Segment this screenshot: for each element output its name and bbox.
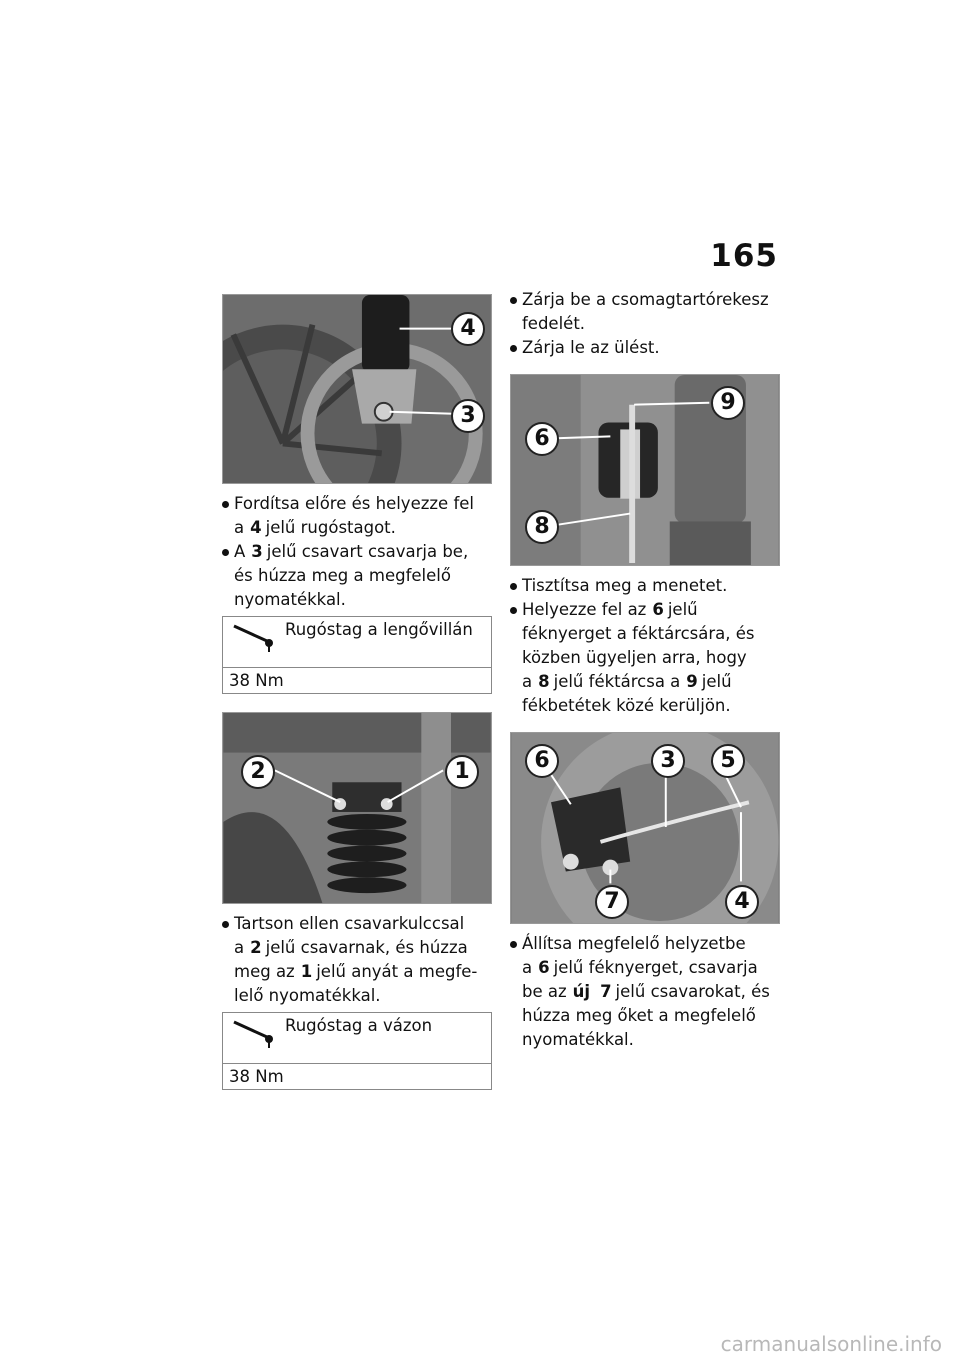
callout-3: 3: [651, 744, 685, 778]
photo-illustration: [223, 713, 491, 903]
right-column: [510, 288, 780, 1052]
torque-spec-2: [222, 1012, 492, 1090]
photo-shock-lower-mount: [222, 294, 492, 484]
list-item: Állítsa megfelelő helyzetbe a 6 jelű féknyerget, csavarja be az új 7 jelű csavarokat, és húzza meg őket a megfelelő nyomatékkal.: [510, 932, 780, 1052]
list-item: Zárja le az ülést.: [510, 336, 780, 360]
torque-wrench-icon: [231, 1015, 277, 1049]
list-item: Fordítsa előre és helyezze fel a 4 jelű rugóstagot.: [222, 492, 492, 540]
callout-7: 7: [595, 885, 629, 919]
callout-2: 2: [241, 755, 275, 789]
photo-shock-upper-mount: [222, 712, 492, 904]
step-list-0: [510, 288, 780, 360]
step-list-2: [222, 912, 492, 1008]
callout-8: 8: [525, 510, 559, 544]
step-list-3: [510, 574, 780, 718]
callout-5: 5: [711, 744, 745, 778]
callout-6: 6: [525, 744, 559, 778]
list-item: Zárja be a csomagtartórekesz fedelét.: [510, 288, 780, 336]
torque-spec-1: [222, 616, 492, 694]
callout-6: 6: [525, 422, 559, 456]
torque-value: 38 Nm: [229, 671, 284, 690]
callout-4: 4: [725, 885, 759, 919]
callout-1: 1: [445, 755, 479, 789]
torque-label: Rugóstag a lengővillán: [285, 620, 473, 639]
list-item: Tisztítsa meg a menetet.: [510, 574, 780, 598]
photo-brake-caliper: [510, 732, 780, 924]
list-item: Tartson ellen csavarkulccsal a 2 jelű csavarnak, és húzza meg az 1 jelű anyát a megfe-lelő nyomatékkal.: [222, 912, 492, 1008]
list-item: A 3 jelű csavart csavarja be, és húzza meg a megfelelő nyomatékkal.: [222, 540, 492, 612]
callout-3: 3: [451, 399, 485, 433]
page-number: 165: [710, 238, 778, 274]
callout-4: 4: [451, 312, 485, 346]
step-list-4: [510, 932, 780, 1052]
step-list-1: [222, 492, 492, 612]
torque-value: 38 Nm: [229, 1067, 284, 1086]
list-item: Helyezze fel az 6 jelű féknyerget a féktárcsára, és közben ügyeljen arra, hogy a 8 jelű féktárcsa a 9 jelű fékbetétek közé kerüljön.: [510, 598, 780, 718]
torque-wrench-icon: [231, 619, 277, 653]
photo-brake-pads: [510, 374, 780, 566]
torque-label: Rugóstag a vázon: [285, 1016, 433, 1035]
left-column: [222, 294, 492, 1090]
callout-9: 9: [711, 386, 745, 420]
watermark: carmanualsonline.info: [720, 1332, 942, 1356]
